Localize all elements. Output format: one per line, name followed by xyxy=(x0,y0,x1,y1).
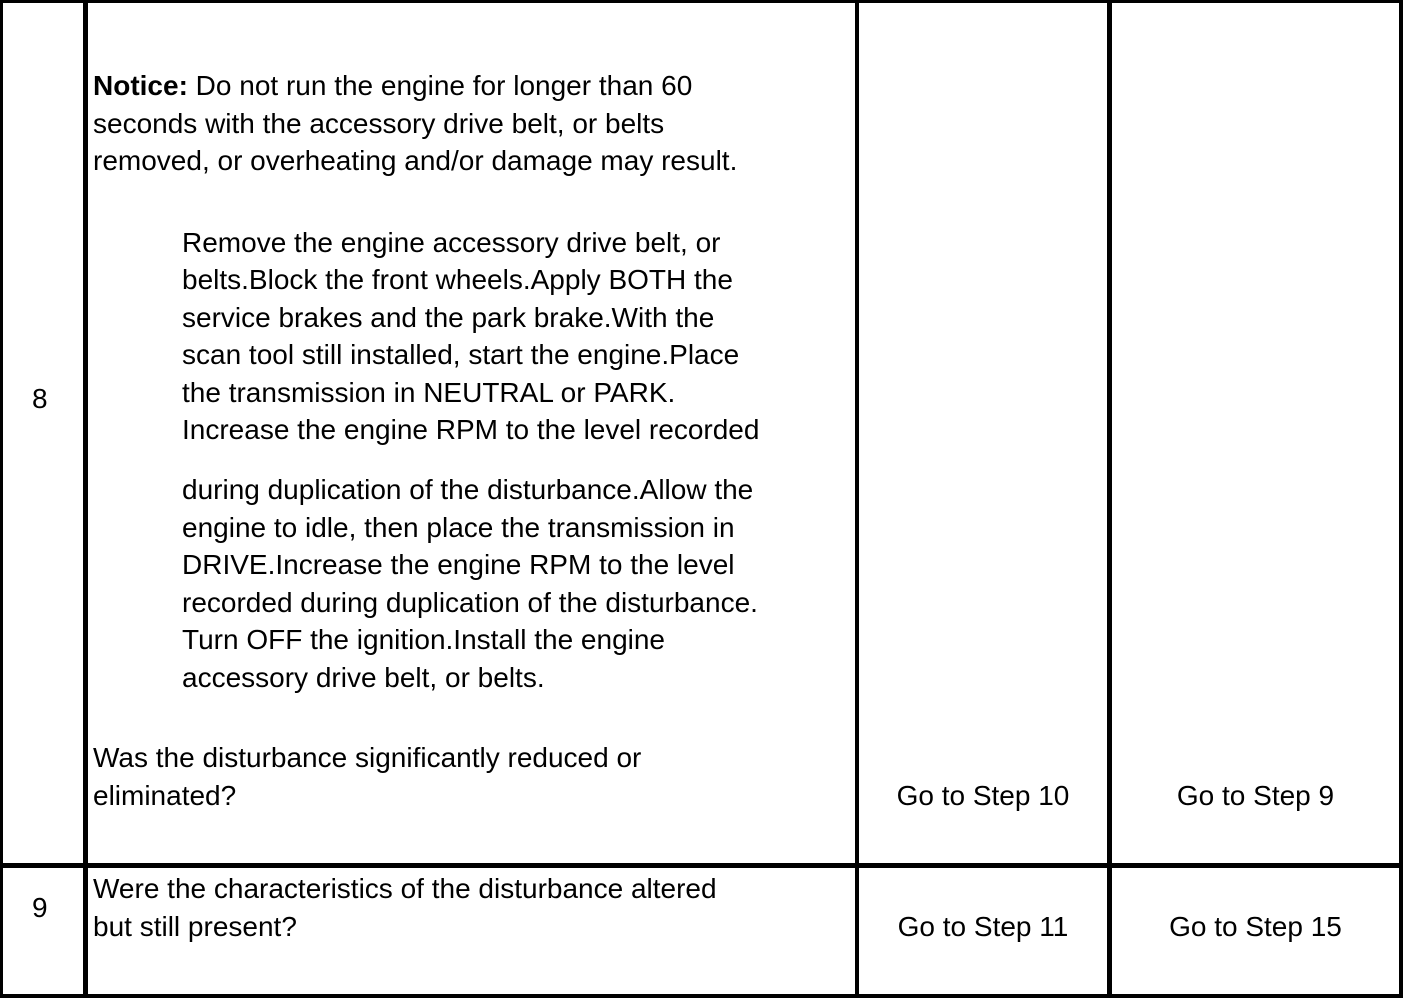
row-divider xyxy=(0,863,1403,868)
no-action: Go to Step 9 xyxy=(1176,780,1335,811)
instruction-line: scan tool still installed, start the engine.Place xyxy=(182,339,740,370)
instruction-line: recorded during duplication of the disturbance. xyxy=(182,587,758,618)
instruction-line: Remove the engine accessory drive belt, or xyxy=(182,227,721,258)
step-number: 8 xyxy=(32,383,48,414)
column-divider-yes xyxy=(1107,0,1112,998)
instruction-line: Increase the engine RPM to the level recorded xyxy=(182,414,760,445)
question-line-1: Was the disturbance significantly reduced or xyxy=(93,742,642,773)
table-border-right xyxy=(1399,0,1403,998)
no-action: Go to Step 15 xyxy=(1169,911,1342,942)
step-number: 9 xyxy=(32,892,48,923)
question-line-2: but still present? xyxy=(93,911,297,942)
instruction-line: engine to idle, then place the transmission in xyxy=(182,512,735,543)
instruction-line: the transmission in NEUTRAL or PARK. xyxy=(182,377,676,408)
notice-line-1 xyxy=(93,67,692,105)
yes-action: Go to Step 10 xyxy=(896,780,1070,811)
instruction-line: service brakes and the park brake.With the xyxy=(182,302,715,333)
instruction-line: accessory drive belt, or belts. xyxy=(182,662,545,693)
table-border-top xyxy=(0,0,1403,3)
table-border-left xyxy=(0,0,3,998)
yes-action: Go to Step 11 xyxy=(897,911,1069,942)
notice-text: Do not run the engine for longer than 60 xyxy=(187,70,693,101)
question-line-1: Were the characteristics of the disturbance altered xyxy=(93,873,717,904)
table-border-bottom xyxy=(0,994,1403,998)
column-divider-step xyxy=(83,0,88,998)
notice-line-3: removed, or overheating and/or damage may result. xyxy=(93,145,738,176)
column-divider-action xyxy=(855,0,859,998)
notice-line-2: seconds with the accessory drive belt, or belts xyxy=(93,108,665,139)
instruction-line: during duplication of the disturbance.Allow the xyxy=(182,474,754,505)
notice-label: Notice: xyxy=(93,70,188,101)
instruction-line: DRIVE.Increase the engine RPM to the level xyxy=(182,549,735,580)
instruction-line: belts.Block the front wheels.Apply BOTH the xyxy=(182,264,733,295)
question-line-2: eliminated? xyxy=(93,780,237,811)
instruction-line: Turn OFF the ignition.Install the engine xyxy=(182,624,665,655)
